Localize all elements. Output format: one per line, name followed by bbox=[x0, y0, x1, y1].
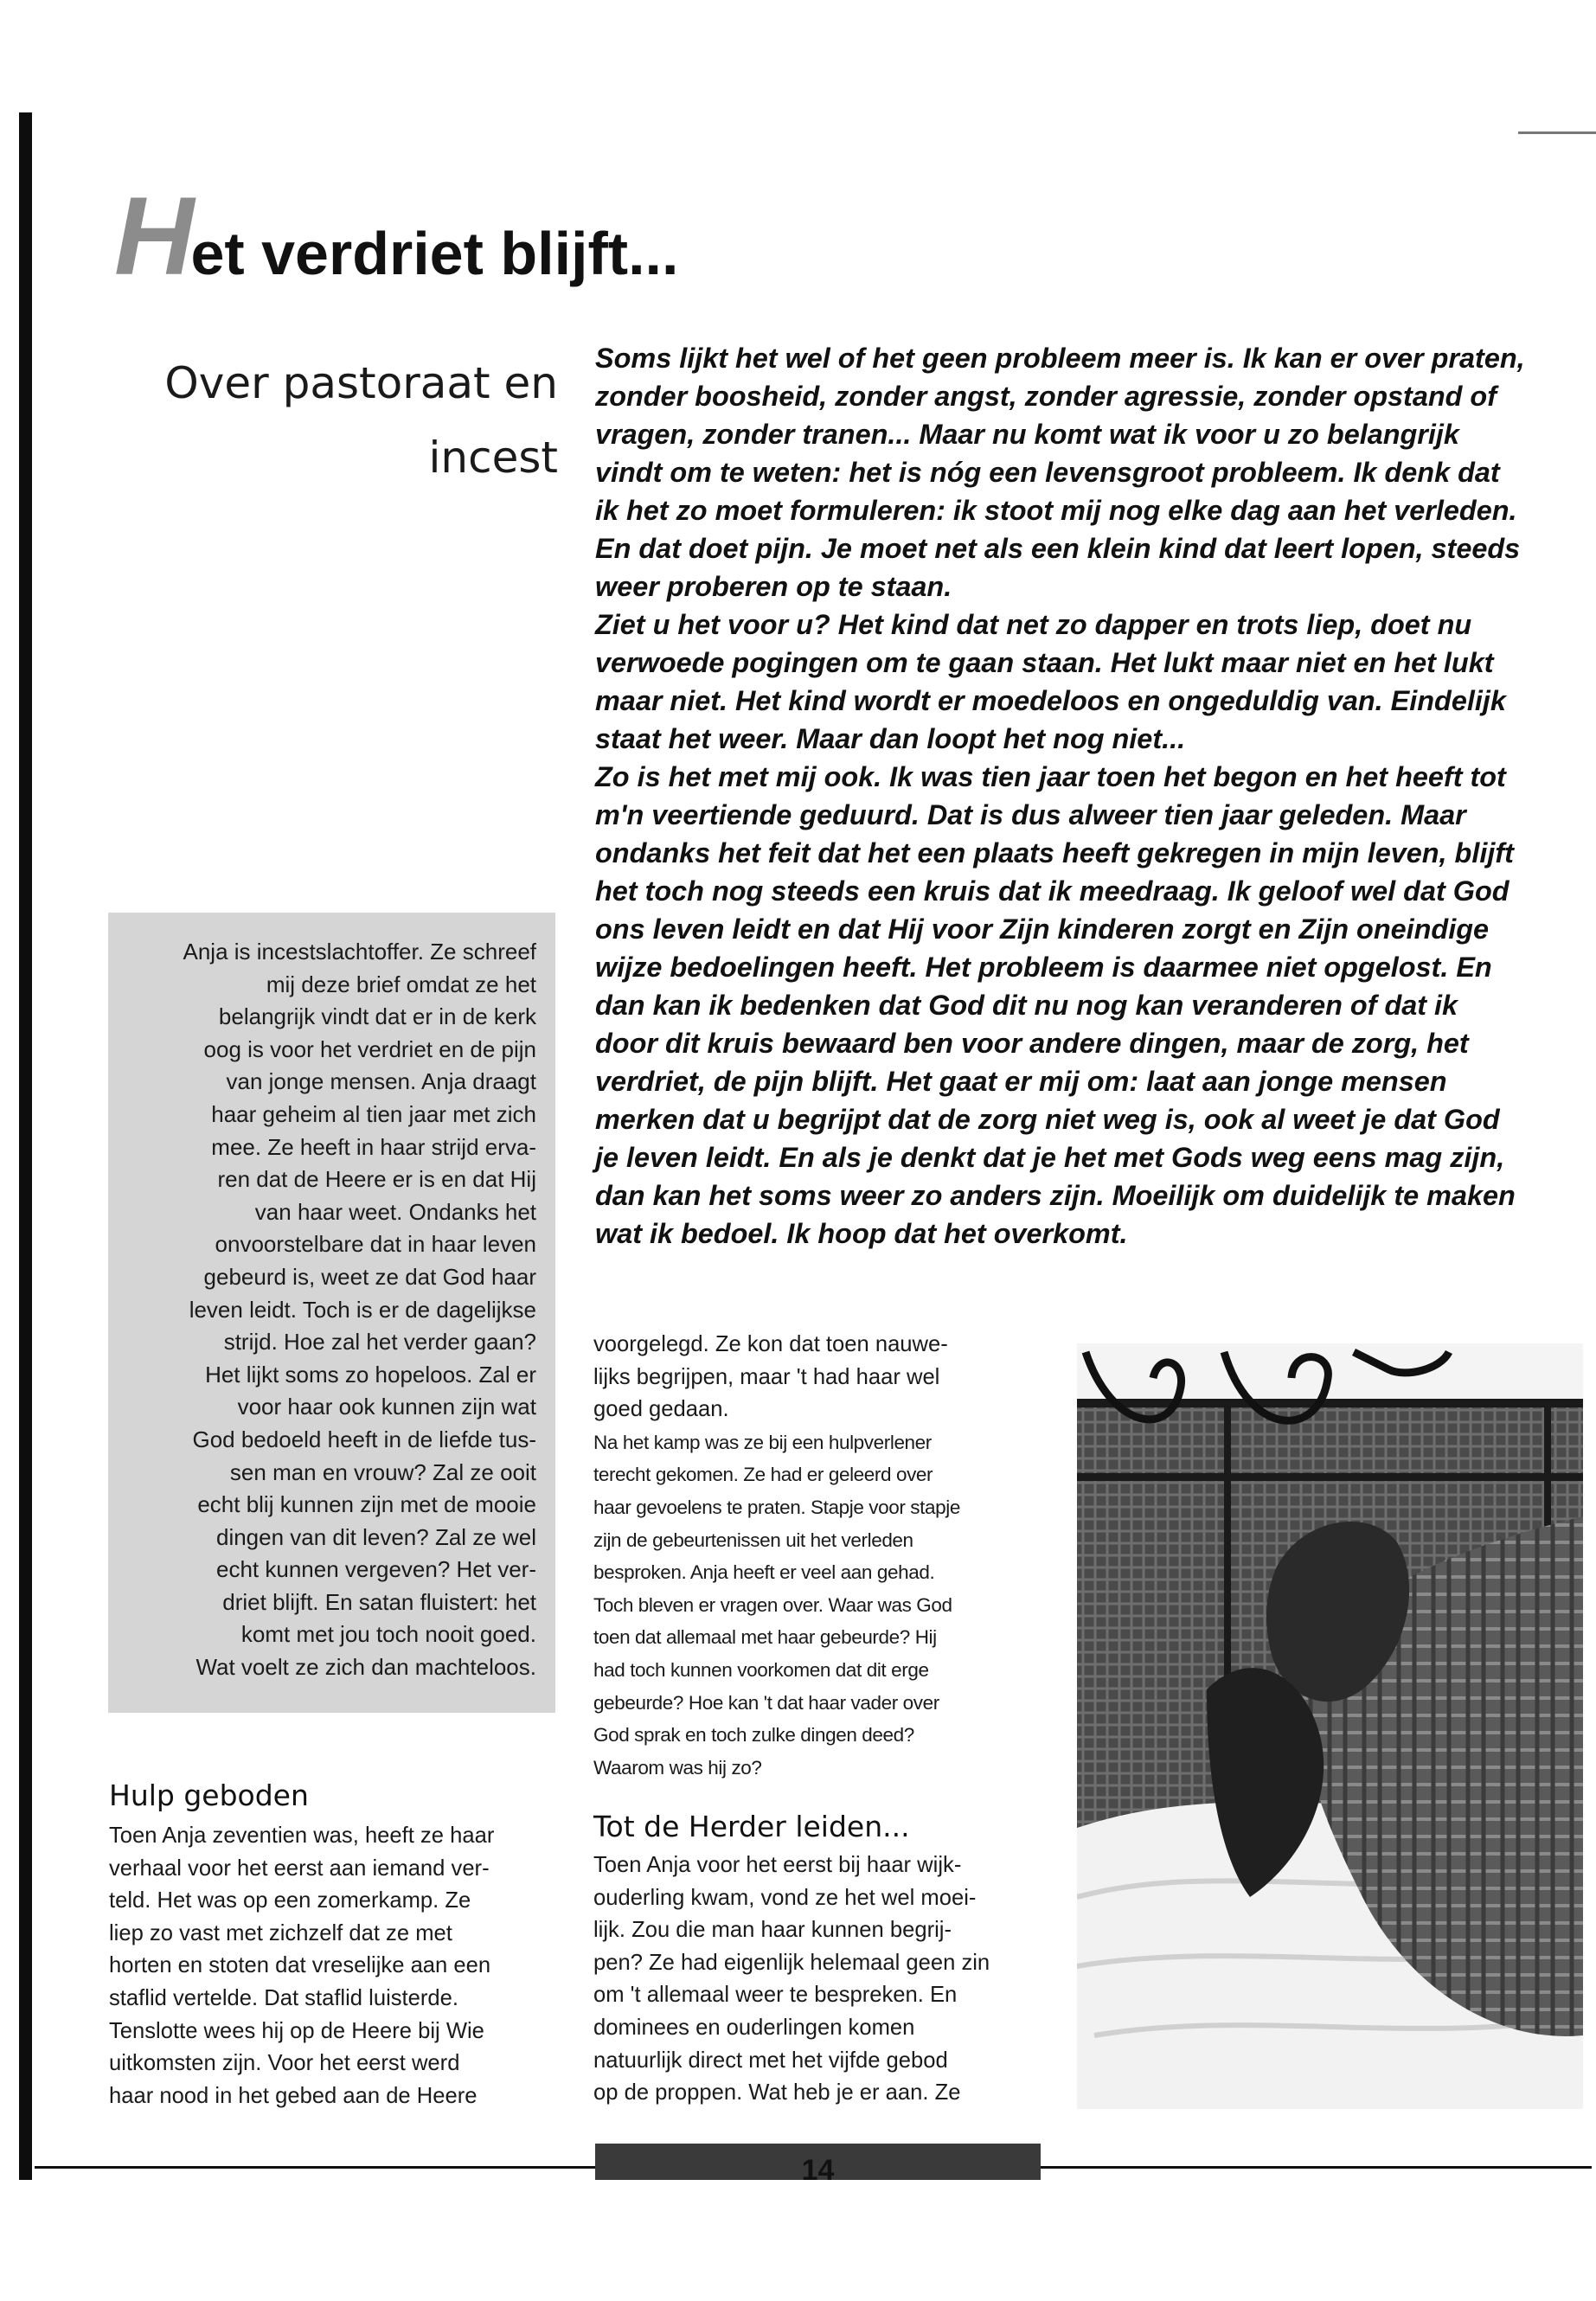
body-line: gebeurde? Hoe kan 't dat haar vader over bbox=[593, 1691, 939, 1714]
intro-line: maar niet. Het kind wordt er moedeloos en ongeduldig van. Eindelijk bbox=[595, 685, 1506, 716]
body-line: lijk. Zou die man haar kunnen begrij- bbox=[593, 1918, 952, 1943]
intro-line: merken dat u begrijpt dat de zorg niet weg is, ook al weet je dat God bbox=[595, 1104, 1500, 1135]
section-heading-hulp: Hulp geboden bbox=[109, 1779, 309, 1812]
body-line: ouderling kwam, vond ze het wel moei- bbox=[593, 1885, 977, 1910]
intro-line: zonder boosheid, zonder angst, zonder agressie, zonder opstand of bbox=[595, 381, 1497, 412]
article-subtitle bbox=[112, 346, 558, 495]
intro-line: ons leven leidt en dat Hij voor Zijn kinderen zorgt en Zijn oneindige bbox=[595, 913, 1490, 945]
body-line: terecht gekomen. Ze had er geleerd over bbox=[593, 1464, 933, 1486]
intro-line: verwoede pogingen om te gaan staan. Het lukt maar niet en het lukt bbox=[595, 647, 1494, 678]
intro-line: het toch nog steeds een kruis dat ik meedraag. Ik geloof wel dat God bbox=[595, 875, 1509, 907]
intro-line: weer proberen op te staan. bbox=[595, 571, 952, 602]
body-line: zijn de gebeurtenissen uit het verleden bbox=[593, 1529, 913, 1551]
body-line: had toch kunnen voorkomen dat dit erge bbox=[593, 1658, 929, 1681]
sidebar-line: Anja is incestslachtoffer. Ze schreef bbox=[183, 939, 536, 965]
sidebar-line: God bedoeld heeft in de liefde tus- bbox=[192, 1426, 536, 1452]
sidebar-line: komt met jou toch nooit goed. bbox=[240, 1621, 536, 1648]
body-line: pen? Ze had eigenlijk helemaal geen zin bbox=[593, 1950, 990, 1975]
sidebar-line: Wat voelt ze zich dan machteloos. bbox=[195, 1654, 536, 1681]
body-line: teld. Het was op een zomerkamp. Ze bbox=[109, 1888, 471, 1913]
intro-line: Ziet u het voor u? Het kind dat net zo dapper en trots liep, doet nu bbox=[595, 609, 1472, 640]
sidebar-line: mij deze brief omdat ze het bbox=[266, 971, 536, 997]
subtitle-line: incest bbox=[428, 433, 558, 483]
body-line: op de proppen. Wat heb je er aan. Ze bbox=[593, 2080, 961, 2106]
body-line: staflid vertelde. Dat staflid luisterde. bbox=[109, 1985, 459, 2010]
intro-line: ik het zo moet formuleren: ik stoot mij nog elke dag aan het verleden. bbox=[595, 495, 1517, 526]
column-2-bottom-body bbox=[593, 1849, 990, 2110]
intro-line: En dat doet pijn. Je moet net als een klein kind dat leert lopen, steeds bbox=[595, 533, 1521, 564]
sidebar-line: van jonge mensen. Anja draagt bbox=[226, 1068, 536, 1095]
body-line: haar gevoelens te praten. Stapje voor stapje bbox=[593, 1496, 960, 1518]
body-line: Na het kamp was ze bij een hulpverlener bbox=[593, 1431, 932, 1453]
sidebar-line: dingen van dit leven? Zal ze wel bbox=[215, 1523, 536, 1550]
intro-letter bbox=[595, 339, 1529, 1253]
photo-illustration bbox=[1077, 1343, 1583, 2109]
sidebar-line: driet blijft. En satan fluistert: het bbox=[222, 1588, 536, 1615]
title-drop-cap: H bbox=[114, 175, 191, 298]
intro-line: ondanks het feit dat het een plaats heeft gekregen in mijn leven, blijft bbox=[595, 837, 1514, 868]
top-rule bbox=[1518, 131, 1596, 134]
intro-line: door dit kruis bewaard ben voor andere dingen, maar de zorg, het bbox=[595, 1028, 1469, 1059]
body-line: om 't allemaal weer te bespreken. En bbox=[593, 1983, 958, 2008]
body-line: natuurlijk direct met het vijfde gebod bbox=[593, 2048, 948, 2073]
title-rest: et verdriet blijft... bbox=[190, 220, 679, 287]
page-number: 14 bbox=[801, 2154, 835, 2180]
scan-edge bbox=[19, 112, 32, 2180]
intro-line: dan kan het soms weer zo anders zijn. Moeilijk om duidelijk te maken bbox=[595, 1180, 1516, 1211]
sidebar-line: leven leidt. Toch is er de dagelijkse bbox=[189, 1296, 536, 1323]
sidebar-line: van haar weet. Ondanks het bbox=[254, 1198, 536, 1225]
intro-line: m'n veertiende geduurd. Dat is dus alweer tien jaar geleden. Maar bbox=[595, 799, 1466, 830]
subtitle-line: Over pastoraat en bbox=[164, 358, 558, 408]
body-line: uitkomsten zijn. Voor het eerst werd bbox=[109, 2051, 460, 2076]
sidebar-line: onvoorstelbare dat in haar leven bbox=[215, 1231, 536, 1258]
body-line: liep zo vast met zichzelf dat ze met bbox=[109, 1920, 452, 1945]
sidebar-line: voor haar ook kunnen zijn wat bbox=[237, 1394, 536, 1420]
section-heading-herder: Tot de Herder leiden... bbox=[593, 1810, 910, 1843]
article-title bbox=[114, 175, 679, 298]
intro-line: je leven leidt. En als je denkt dat je het met Gods weg eens mag zijn, bbox=[595, 1142, 1505, 1173]
intro-line: Zo is het met mij ook. Ik was tien jaar toen het begon en het heeft tot bbox=[595, 761, 1506, 792]
sidebar-line: haar geheim al tien jaar met zich bbox=[211, 1100, 536, 1127]
body-line: God sprak en toch zulke dingen deed? bbox=[593, 1724, 914, 1747]
column-2-body bbox=[593, 1329, 960, 1784]
sidebar-line: echt blij kunnen zijn met de mooie bbox=[197, 1491, 536, 1518]
body-line: haar nood in het gebed aan de Heere bbox=[109, 2083, 478, 2108]
sidebar-line: strijd. Hoe zal het verder gaan? bbox=[223, 1329, 536, 1356]
sidebar-line: Het lijkt soms zo hopeloos. Zal er bbox=[205, 1361, 536, 1388]
body-line: Tenslotte wees hij op de Heere bij Wie bbox=[109, 2018, 484, 2043]
body-line: toen dat allemaal met haar gebeurde? Hij bbox=[593, 1626, 937, 1649]
body-line: besproken. Anja heeft er veel aan gehad. bbox=[593, 1561, 935, 1584]
column-1-body bbox=[109, 1820, 494, 2112]
body-line: Toen Anja voor het eerst bij haar wijk- bbox=[593, 1853, 962, 1877]
body-line: dominees en ouderlingen komen bbox=[593, 2015, 915, 2040]
body-line: Toch bleven er vragen over. Waar was God bbox=[593, 1593, 952, 1616]
body-line: verhaal voor het eerst aan iemand ver- bbox=[109, 1856, 490, 1881]
body-line: horten en stoten dat vreselijke aan een bbox=[109, 1953, 491, 1978]
intro-line: Soms lijkt het wel of het geen probleem meer is. Ik kan er over praten, bbox=[595, 343, 1525, 374]
intro-line: vindt om te weten: het is nóg een levensgroot probleem. Ik denk dat bbox=[595, 457, 1500, 488]
sidebar-line: gebeurd is, weet ze dat God haar bbox=[203, 1263, 536, 1290]
sidebar-line: echt kunnen vergeven? Het ver- bbox=[216, 1556, 536, 1583]
intro-line: wat ik bedoel. Ik hoop dat het overkomt. bbox=[595, 1218, 1128, 1249]
page-number-bar bbox=[595, 2144, 1041, 2180]
sidebar-line: sen man en vrouw? Zal ze ooit bbox=[229, 1458, 536, 1485]
column-2-tight-block bbox=[593, 1426, 960, 1785]
body-line: goed gedaan. bbox=[593, 1397, 729, 1422]
sidebar-text bbox=[108, 936, 536, 1684]
sidebar-line: mee. Ze heeft in haar strijd erva- bbox=[211, 1133, 536, 1160]
intro-line: dan kan ik bedenken dat God dit nu nog kan veranderen of dat ik bbox=[595, 990, 1458, 1021]
intro-line: wijze bedoelingen heeft. Het probleem is daarmee niet opgelost. En bbox=[595, 952, 1492, 983]
intro-line: staat het weer. Maar dan loopt het nog niet... bbox=[595, 723, 1186, 754]
photo-girl-in-bed bbox=[1077, 1343, 1583, 2109]
sidebar-line: oog is voor het verdriet en de pijn bbox=[203, 1035, 536, 1062]
body-line: voorgelegd. Ze kon dat toen nauwe- bbox=[593, 1332, 948, 1356]
sidebar-line: belangrijk vindt dat er in de kerk bbox=[218, 1003, 536, 1030]
sidebar-line: ren dat de Heere er is en dat Hij bbox=[217, 1166, 536, 1193]
body-line: Waarom was hij zo? bbox=[593, 1756, 762, 1779]
intro-line: verdriet, de pijn blijft. Het gaat er mij om: laat aan jonge mensen bbox=[595, 1066, 1447, 1097]
intro-line: vragen, zonder tranen... Maar nu komt wat ik voor u zo belangrijk bbox=[595, 419, 1459, 450]
body-line: Toen Anja zeventien was, heeft ze haar bbox=[109, 1823, 495, 1848]
body-line: lijks begrijpen, maar 't had haar wel bbox=[593, 1364, 940, 1389]
